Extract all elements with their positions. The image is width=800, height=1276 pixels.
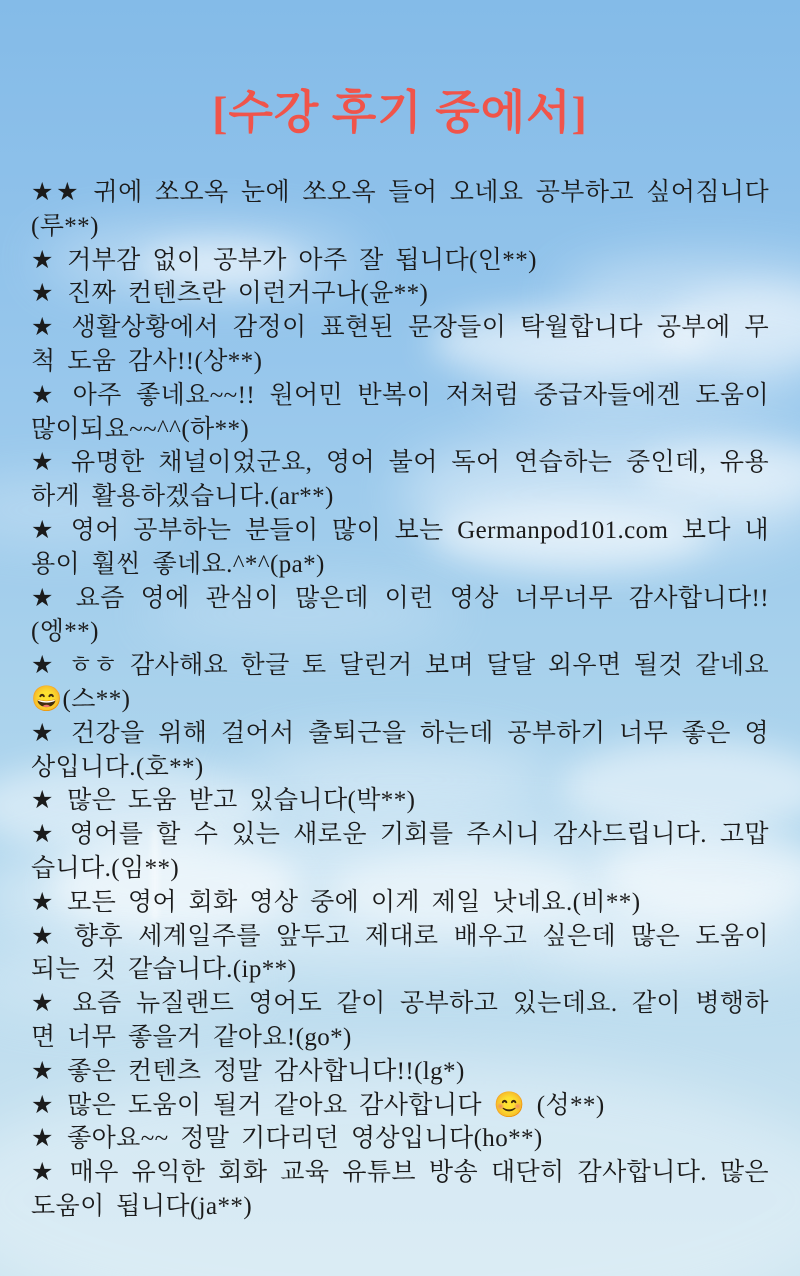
review-item — [31, 1156, 769, 1224]
review-item — [31, 717, 769, 785]
review-item — [31, 886, 769, 920]
star-rating: ★ — [31, 787, 56, 815]
star-rating: ★ — [31, 990, 59, 1018]
review-item — [31, 176, 769, 244]
review-item — [31, 277, 769, 311]
review-text: 많은 도움이 될거 같아요 감사합니다 😊 (성**) — [67, 1091, 605, 1119]
star-rating: ★ — [31, 888, 56, 916]
review-text: ㅎㅎ 감사해요 한글 토 달린거 보며 달달 외우면 될것 같네요 😄(스**) — [31, 652, 795, 713]
review-text: 모든 영어 회화 영상 중에 이게 제일 낫네요.(비**) — [67, 888, 641, 916]
star-rating: ★ — [31, 1057, 56, 1085]
star-rating: ★ — [31, 1125, 56, 1153]
star-rating: ★ — [31, 449, 58, 477]
star-rating: ★ — [31, 314, 58, 342]
review-item — [31, 1089, 769, 1123]
review-item — [31, 244, 769, 278]
review-text: 거부감 없이 공부가 아주 잘 됩니다(인**) — [67, 246, 537, 274]
star-rating: ★ — [31, 821, 57, 849]
review-item — [31, 920, 769, 988]
review-item — [31, 649, 795, 717]
review-text: 많은 도움 받고 있습니다(박**) — [67, 787, 416, 815]
star-rating: ★ — [31, 1091, 56, 1119]
review-text: 영어를 할 수 있는 새로운 기회를 주시니 감사드립니다. 고맙습니다.(임**) — [31, 821, 769, 882]
review-item — [31, 379, 769, 447]
star-rating: ★ — [31, 1159, 57, 1187]
review-item — [31, 1122, 769, 1156]
page-title: [수강 후기 중에서] — [212, 87, 588, 138]
review-item — [31, 818, 769, 886]
review-text: 영어 공부하는 분들이 많이 보는 Germanpod101.com 보다 내용이 훨씬 좋네요.^*^(pa*) — [31, 516, 769, 578]
review-text: 향후 세계일주를 앞두고 제대로 배우고 싶은데 많은 도움이 되는 것 같습니다.(ip**) — [31, 922, 769, 984]
review-text: 진짜 컨텐츠란 이런거구나(윤**) — [67, 280, 429, 308]
review-text: 아주 좋네요~~!! 원어민 반복이 저처럼 중급자들에겐 도움이 많이되요~~^^(하**) — [31, 381, 769, 443]
review-list — [31, 176, 795, 1224]
star-rating: ★ — [31, 246, 56, 274]
star-rating: ★ — [31, 584, 60, 612]
review-item — [31, 582, 769, 650]
review-text: 좋아요~~ 정말 기다리던 영상입니다(ho**) — [67, 1125, 543, 1153]
star-rating: ★ — [31, 280, 56, 308]
review-text: 매우 유익한 회화 교육 유튜브 방송 대단히 감사합니다. 많은 도움이 됩니다(ja**) — [31, 1159, 769, 1220]
star-rating: ★ — [31, 516, 58, 544]
review-item — [31, 446, 769, 514]
review-item — [31, 514, 769, 582]
review-item — [31, 784, 769, 818]
star-rating: ★ — [31, 381, 59, 409]
review-text: 요즘 영에 관심이 많은데 이런 영상 너무너무 감사합니다!! (엥**) — [31, 584, 769, 646]
review-item — [31, 311, 769, 379]
star-rating: ★ — [31, 652, 57, 680]
star-rating: ★ — [31, 719, 58, 747]
review-item — [31, 1055, 769, 1089]
review-text: 건강을 위해 걸어서 출퇴근을 하는데 공부하기 너무 좋은 영상입니다.(호**) — [31, 719, 769, 781]
review-text: 요즘 뉴질랜드 영어도 같이 공부하고 있는데요. 같이 병행하면 너무 좋을거 같아요!(go*) — [31, 990, 769, 1051]
review-text: 좋은 컨텐츠 정말 감사합니다!!(lg*) — [67, 1057, 465, 1085]
review-text: 유명한 채널이었군요, 영어 불어 독어 연습하는 중인데, 유용하게 활용하겠습니다.(ar**) — [31, 449, 769, 511]
review-text: 생활상황에서 감정이 표현된 문장들이 탁월합니다 공부에 무척 도움 감사!!(상**) — [31, 314, 769, 375]
review-text: 귀에 쏘오옥 눈에 쏘오옥 들어 오네요 공부하고 싶어짐니다(루**) — [31, 179, 769, 240]
star-rating: ★ — [31, 922, 59, 950]
review-item — [31, 987, 769, 1055]
star-rating: ★★ — [31, 179, 82, 206]
